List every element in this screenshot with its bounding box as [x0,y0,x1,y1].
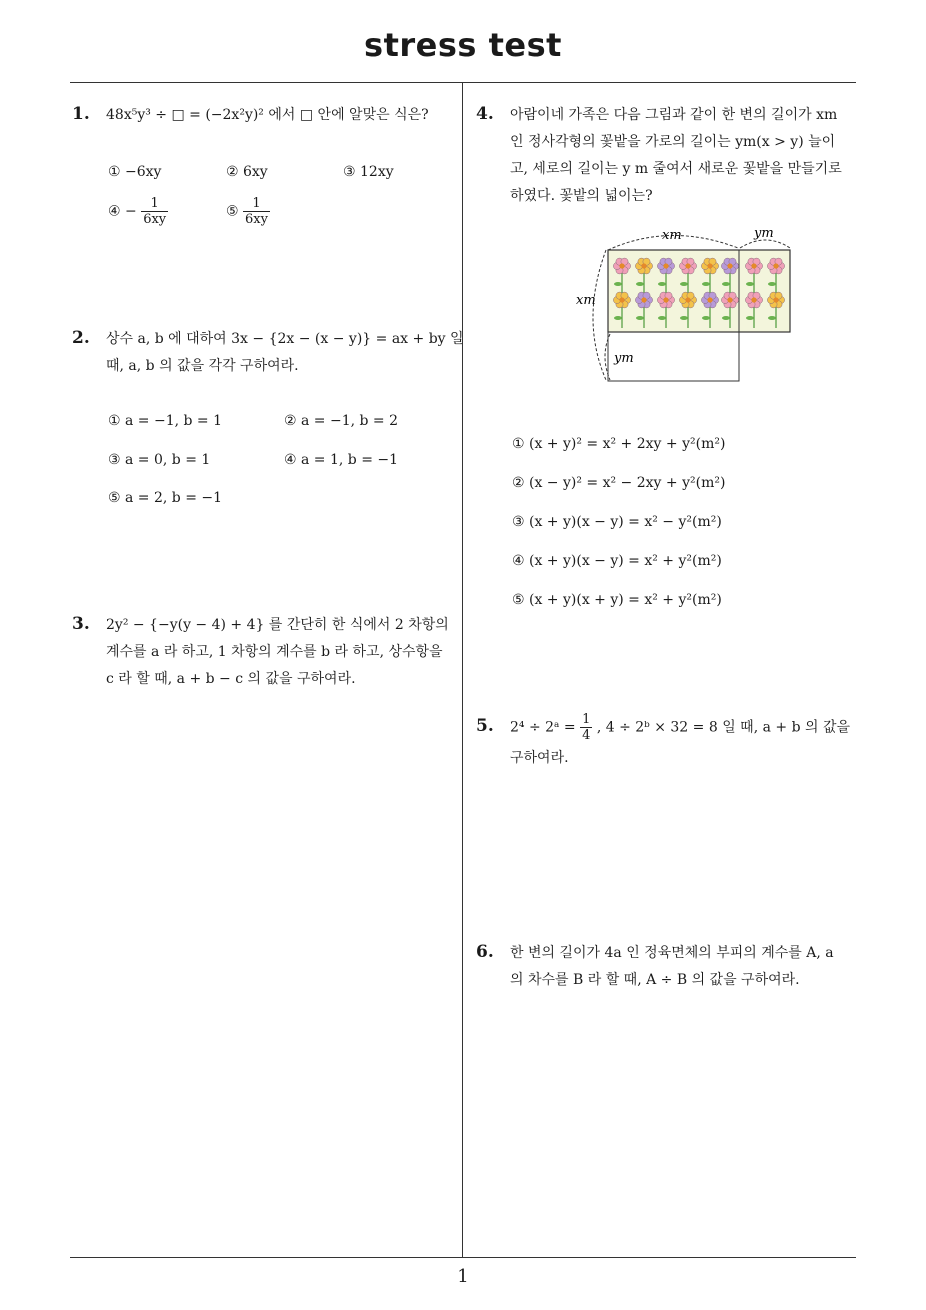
problem-line: 구하여라. [510,750,569,766]
choice-4[interactable]: ④ (x + y)(x − y) = x² + y²(m²) [512,553,722,569]
fraction-numerator: 1 [150,196,159,211]
choice-5[interactable]: ⑤ (x + y)(x + y) = x² + y²(m²) [512,592,722,608]
problem-number: 6. [476,942,494,962]
problem-line: 고, 세로의 길이는 y m 줄여서 새로운 꽃밭을 만들기로 [510,161,842,177]
problem-line: 2y² − {−y(y − 4) + 4} 를 간단히 한 식에서 2 차항의 [106,617,449,633]
problem-number: 2. [72,328,90,348]
figure-label-top-x: xm [662,228,682,243]
problem-number: 3. [72,614,90,634]
equation-part: , 4 ÷ 2ᵇ × 32 = 8 일 때, a + b 의 값을 [596,719,851,736]
problem-number: 5. [476,716,494,736]
choice-2[interactable]: ② a = −1, b = 2 [284,413,399,429]
problem-line [510,712,850,743]
problem-line: 상수 a, b 에 대하여 3x − {2x − (x − y)} = ax + by 일 [106,331,464,347]
fraction-denominator: 6xy [245,212,268,227]
problem-text [106,326,464,380]
problem-number: 1. [72,104,90,124]
choice-1[interactable]: ① a = −1, b = 1 [108,413,223,429]
top-rule [70,82,856,83]
column-divider [462,83,463,1257]
problem-line: c 라 할 때, a + b − c 의 값을 구하여라. [106,671,356,687]
fraction-denominator: 6xy [143,212,167,227]
fraction-numerator: 1 [252,196,261,211]
choice-4[interactable]: ④ a = 1, b = −1 [284,452,399,468]
problem-line: 의 차수를 B 라 할 때, A ÷ B 의 값을 구하여라. [510,972,800,988]
choice-3[interactable]: ③ 12xy [343,164,394,180]
fraction [580,712,592,743]
problem-line: 하였다. 꽃밭의 넓이는? [510,188,653,204]
garden-figure [570,220,810,390]
figure-label-left-x: xm [576,293,596,308]
problem-number: 4. [476,104,494,124]
page-number: 1 [457,1266,469,1287]
choice-1[interactable]: ① (x + y)² = x² + 2xy + y²(m²) [512,436,726,452]
problem-line: 인 정사각형의 꽃밭을 가로의 길이는 ym(x > y) 늘이 [510,134,836,150]
problem-line: 한 변의 길이가 4a 인 정육면체의 부피의 계수를 A, a [510,945,834,961]
problem-text [106,612,449,693]
equation-part: 2⁴ ÷ 2ᵃ = [510,719,576,736]
choice-3[interactable]: ③ a = 0, b = 1 [108,452,211,468]
choice-3[interactable]: ③ (x + y)(x − y) = x² − y²(m²) [512,514,722,530]
choice-4-prefix: ④ − [108,203,137,220]
choice-2[interactable]: ② 6xy [226,164,268,180]
problem-text [510,940,834,994]
choice-5[interactable]: ⑤ a = 2, b = −1 [108,490,223,506]
fraction-denominator: 4 [582,728,591,743]
fraction [243,196,270,227]
problem-line: 계수를 a 라 하고, 1 차항의 계수를 b 라 하고, 상수항을 [106,644,443,660]
problem-text [510,712,850,773]
choice-5-prefix: ⑤ [226,203,239,220]
problem-line: 때, a, b 의 값을 각각 구하여라. [106,358,299,374]
fraction [141,196,168,227]
figure-label-top-y: ym [754,226,774,241]
fraction-numerator: 1 [582,712,591,727]
choice-1[interactable]: ① −6xy [108,164,162,180]
problem-text: 48x⁵y³ ÷ □ = (−2x²y)² 에서 □ 안에 알맞은 식은? [106,107,429,123]
choice-4[interactable] [108,196,168,227]
choice-5[interactable] [226,196,270,227]
page-title: stress test [364,26,562,64]
bottom-rule [70,1257,856,1258]
figure-label-left-y: ym [614,351,634,366]
problem-line: 아람이네 가족은 다음 그림과 같이 한 변의 길이가 xm [510,107,838,123]
problem-text [510,102,842,210]
choice-2[interactable]: ② (x − y)² = x² − 2xy + y²(m²) [512,475,726,491]
